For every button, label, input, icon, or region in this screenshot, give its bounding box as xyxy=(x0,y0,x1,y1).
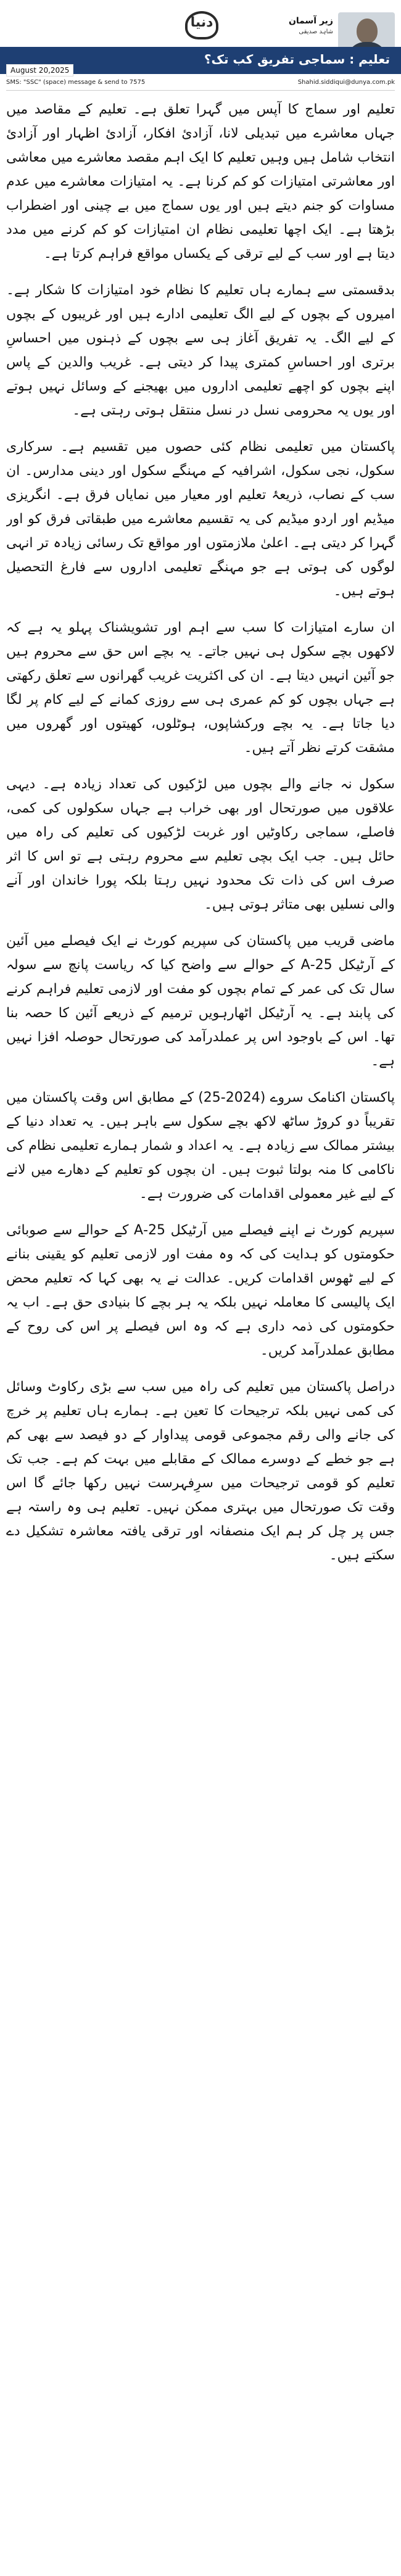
paragraph: پاکستان اکنامک سروے (2024-25) کے مطابق اس وقت پاکستان میں تقریباً دو کروڑ ساٹھ لاکھ بچے سکول سے باہر ہیں۔ یہ تعداد دنیا کے بیشتر ممالک سے زیادہ ہے۔ یہ اعداد و شمار ہمارے تعلیمی نظام کی ناکامی کا منہ بولتا ثبوت ہیں۔ ان بچوں کو تعلیم کے دھارے میں لانے کے لیے غیر معمولی اقدامات کی ضرورت ہے۔ xyxy=(6,1090,395,1202)
newspaper-logo xyxy=(180,6,223,44)
paragraph: ان سارے امتیازات کا سب سے اہم اور تشویشناک پہلو یہ ہے کہ لاکھوں بچے سکول ہی نہیں جاتے۔ یہ بچے اس حق سے محروم ہیں جو آئین انہیں دیتا ہے۔ ان کی اکثریت غریب گھرانوں سے تعلق رکھتی ہے جہاں بچوں کو کم عمری ہی سے روزی کمانے کے لیے کام پر لگا دیا جاتا ہے۔ یہ بچے ورکشاپوں، ہوٹلوں، کھیتوں اور گھروں میں مشقت کرتے نظر آتے ہیں۔ xyxy=(6,620,395,756)
contact-row xyxy=(0,76,401,89)
paragraph: پاکستان میں تعلیمی نظام کئی حصوں میں تقسیم ہے۔ سرکاری سکول، نجی سکول، اشرافیہ کے مہنگے سکول اور دینی مدارس۔ ان سب کے نصاب، ذریعۂ تعلیم اور معیار میں نمایاں فرق ہے۔ انگریزی میڈیم اور اردو میڈیم کی یہ تقسیم معاشرے میں طبقاتی فرق کو اور گہرا کر دیتی ہے۔ اعلیٰ ملازمتوں اور مواقع تک رسائی زیادہ تر انہی لوگوں کی ہوتی ہے جو مہنگے تعلیمی اداروں سے فارغ التحصیل ہوتے ہیں۔ xyxy=(6,439,395,599)
column-title: تعلیم : سماجی تفریق کب تک؟ xyxy=(204,52,390,67)
logo-text: دنیا xyxy=(190,15,213,30)
paragraph: ماضی قریب میں پاکستان کی سپریم کورٹ نے ایک فیصلے میں آئین کے آرٹیکل 25-A کے حوالے سے واضح کیا کہ ریاست پانچ سے سولہ سال تک کی عمر کے تمام بچوں کو مفت اور لازمی تعلیم فراہم کرنے کی پابند ہے۔ یہ آرٹیکل اٹھارہویں ترمیم کے ذریعے آئین کا حصہ بنا تھا۔ اس کے باوجود اس پر عملدرآمد کی صورتحال حوصلہ افزا نہیں ہے۔ xyxy=(6,933,395,1069)
column-name: زیر آسمان xyxy=(288,16,333,26)
article-body xyxy=(6,97,395,2565)
paragraph: دراصل پاکستان میں تعلیم کی راہ میں سب سے بڑی رکاوٹ وسائل کی کمی نہیں بلکہ ترجیحات کا تعین ہے۔ ہمارے ہاں تعلیم پر خرچ کی جانے والی رقم مجموعی قومی پیداوار کے دو فیصد سے بھی کم ہے جو خطے کے دوسرے ممالک کے مقابلے میں بہت کم ہے۔ جب تک تعلیم کو قومی ترجیحات میں سرِفہرست نہیں رکھا جائے گا اس وقت تک صورتحال میں بہتری ممکن نہیں۔ تعلیم ہی وہ راستہ ہے جس پر چل کر ہم ایک منصفانہ اور ترقی یافتہ معاشرہ تشکیل دے سکتے ہیں۔ xyxy=(6,1379,395,1563)
avatar-head-icon xyxy=(357,19,378,43)
header-divider xyxy=(6,90,395,91)
sms-info: SMS: "SSC" (space) message & send to 7575 xyxy=(6,79,146,86)
paragraph: سپریم کورٹ نے اپنے فیصلے میں آرٹیکل 25-A کے حوالے سے صوبائی حکومتوں کو ہدایت کی کہ وہ مفت اور لازمی تعلیم کو یقینی بنانے کے لیے ٹھوس اقدامات کریں۔ عدالت نے یہ بھی کہا کہ تعلیم محض ایک پالیسی کا معاملہ نہیں بلکہ یہ ہر بچے کا بنیادی حق ہے۔ اب یہ حکومتوں کی ذمہ داری ہے کہ وہ اس فیصلے پر اس کی روح کے مطابق عملدرآمد کریں۔ xyxy=(6,1223,395,1358)
paragraph: تعلیم اور سماج کا آپس میں گہرا تعلق ہے۔ تعلیم کے مقاصد میں جہاں معاشرے میں تبدیلی لانا، آزادیٔ افکار، آزادیٔ اظہار اور آزادیٔ انتخاب شامل ہیں وہیں تعلیم کا ایک اہم مقصد معاشرے میں معاشی اور معاشرتی امتیازات کو کم کرنا ہے۔ یہ امتیازات معاشرے میں عدم مساوات کو جنم دیتے ہیں اور یوں سماج میں بے چینی اور اضطراب بڑھتا ہے۔ ایک اچھا تعلیمی نظام ان امتیازات کو کم کرنے میں مدد دیتا ہے اور سب کے لیے ترقی کے یکساں مواقع فراہم کرتا ہے۔ xyxy=(6,102,395,262)
paragraph: سکول نہ جانے والے بچوں میں لڑکیوں کی تعداد زیادہ ہے۔ دیہی علاقوں میں صورتحال اور بھی خراب ہے جہاں سکولوں کی کمی، فاصلے، سماجی رکاوٹیں اور غربت لڑکیوں کی تعلیم کی راہ میں حائل ہیں۔ جب ایک بچی تعلیم سے محروم رہتی ہے تو اس کا اثر صرف اس کی ذات تک محدود نہیں رہتا بلکہ پورا خاندان اور آنے والی نسلیں بھی متاثر ہوتی ہیں۔ xyxy=(6,777,395,912)
author-email: Shahid.siddiqui@dunya.com.pk xyxy=(297,79,395,86)
author-name: شاہد صدیقی xyxy=(299,28,333,35)
paragraph: بدقسمتی سے ہمارے ہاں تعلیم کا نظام خود امتیازات کا شکار ہے۔ امیروں کے بچوں کے لیے الگ تعلیمی ادارے ہیں اور غریبوں کے بچوں کے لیے الگ۔ یہ تفریق آغاز ہی سے بچوں کے ذہنوں میں احساسِ برتری اور احساسِ کمتری پیدا کر دیتی ہے۔ غریب والدین کے پاس اپنے بچوں کو اچھے تعلیمی اداروں میں بھیجنے کے وسائل نہیں ہوتے اور یوں یہ محرومی نسل در نسل منتقل ہوتی رہتی ہے۔ xyxy=(6,283,395,418)
publish-date: August 20,2025 xyxy=(6,64,73,76)
